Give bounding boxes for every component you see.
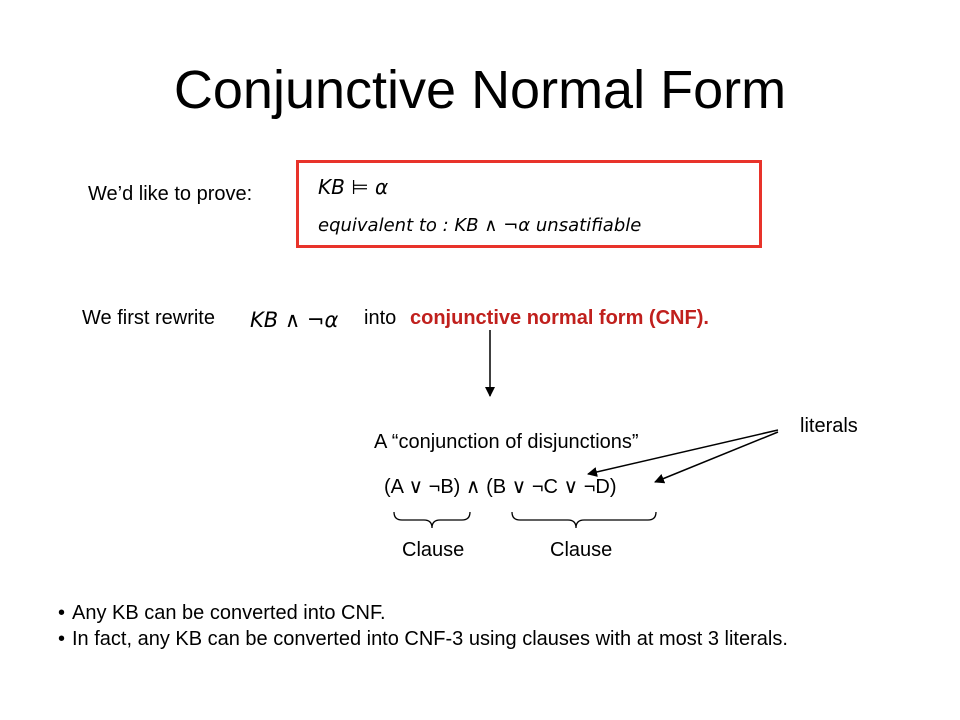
prove-label: We’d like to prove: — [88, 183, 253, 205]
equivalence-formula: equivalent to : KB ∧ ¬α unsatifiable — [318, 215, 642, 236]
slide-title: Conjunctive Normal Form — [173, 60, 787, 120]
clause-label-1: Clause — [402, 539, 465, 561]
conjunction-caption: A “conjunction of disjunctions” — [374, 431, 639, 453]
clause-label-2: Clause — [550, 539, 613, 561]
bullet-item: • Any KB can be converted into CNF. — [58, 602, 386, 624]
bullet-text: In fact, any KB can be converted into CNF-3 using clauses with at most 3 literals. — [72, 628, 788, 650]
rewrite-prefix: We first rewrite — [82, 307, 215, 329]
entailment-formula: KB ⊨ α — [318, 175, 389, 199]
bullet-item: • In fact, any KB can be converted into CNF-3 using clauses with at most 3 literals. — [58, 628, 788, 650]
rewrite-formula: KB ∧ ¬α — [250, 308, 339, 332]
cnf-highlight: conjunctive normal form (CNF). — [410, 307, 709, 329]
literals-label: literals — [800, 415, 858, 437]
rewrite-into: into — [364, 307, 397, 329]
clause-brace-1 — [394, 512, 470, 528]
clause-brace-2 — [512, 512, 656, 528]
literal-arrow-2 — [655, 432, 778, 482]
literal-arrow-1 — [588, 430, 778, 474]
bullet-text: Any KB can be converted into CNF. — [72, 602, 386, 624]
cnf-expression: (A ∨ ¬B) ∧ (B ∨ ¬C ∨ ¬D) — [384, 476, 617, 498]
bullet-list — [58, 600, 788, 652]
